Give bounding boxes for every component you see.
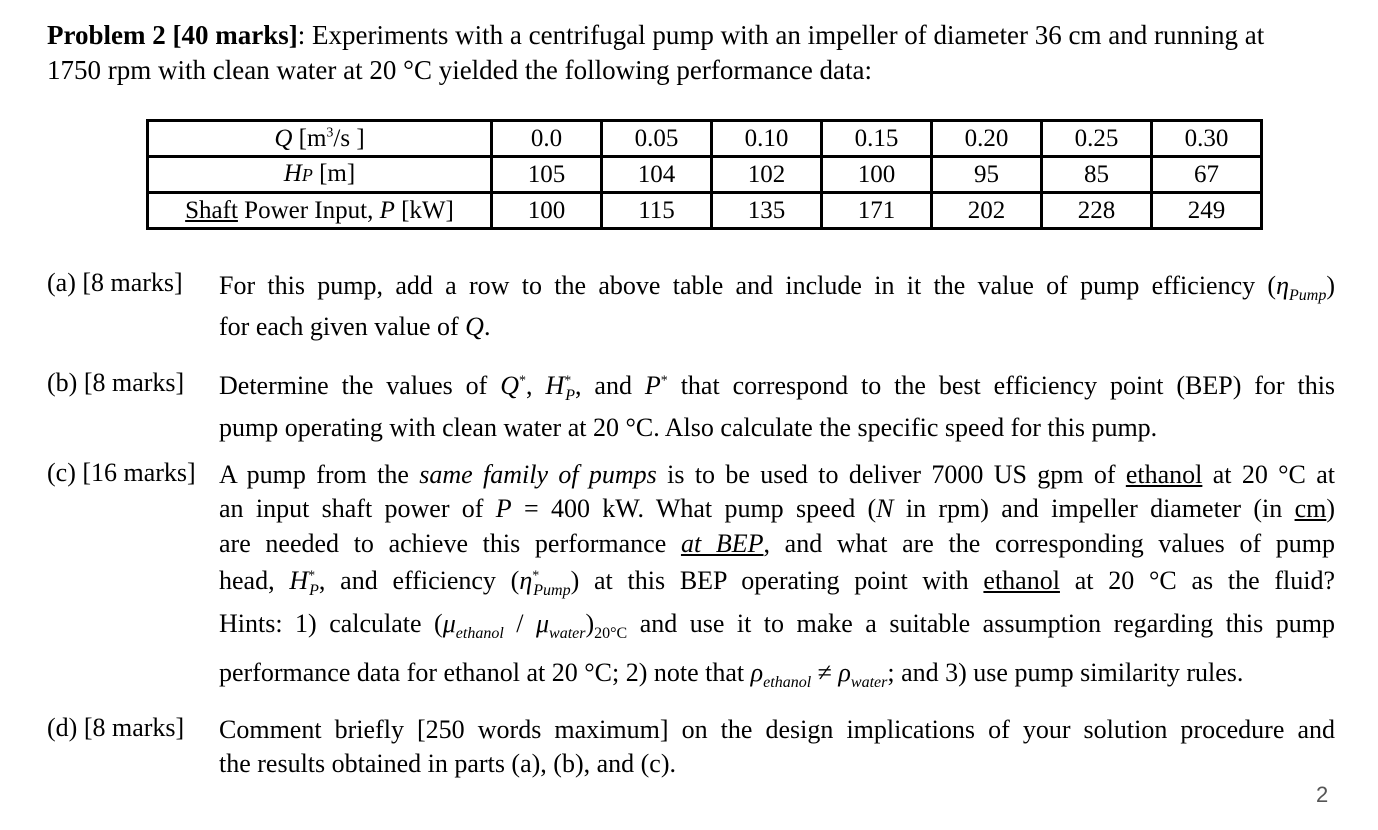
table-cell: 67: [1152, 157, 1262, 193]
performance-table: [146, 119, 1263, 230]
table-cell: 202: [932, 193, 1042, 229]
page-number: 2: [1316, 782, 1329, 807]
table-cell: 105: [492, 157, 602, 193]
table-cell: 85: [1042, 157, 1152, 193]
part-b-label: (b) [8 marks]: [47, 368, 185, 397]
table-cell: 0.25: [1042, 121, 1152, 157]
table-cell: 228: [1042, 193, 1152, 229]
problem-title: Problem 2 [40 marks]: [47, 20, 298, 50]
part-a-text: For this pump, add a row to the above table and include in it the value of pump efficiency $(\eta_{Pump})$ for each given value of Q.: [219, 271, 1335, 341]
table-cell: 0.05: [602, 121, 712, 157]
part-a-label: (a) [8 marks]: [47, 268, 183, 297]
part-b: [47, 368, 1335, 448]
table-cell: 171: [822, 193, 932, 229]
part-d: [47, 713, 1335, 783]
table-cell: 95: [932, 157, 1042, 193]
table-cell: 104: [602, 157, 712, 193]
row-header-q: Q [$m^3/s$ ]: [148, 121, 492, 157]
intro-line-1: : Experiments with a centrifugal pump with an impeller of diameter 36 cm and running at: [297, 20, 1265, 50]
problem-intro: [47, 18, 1337, 88]
part-c: [47, 458, 1335, 698]
part-a: [47, 268, 1335, 348]
part-c-label: (c) [16 marks]: [47, 458, 196, 487]
row-header-head: HP [m]: [148, 157, 492, 193]
table-row: [148, 121, 1262, 157]
table-cell: 100: [822, 157, 932, 193]
table-cell: 100: [492, 193, 602, 229]
table-cell: 0.30: [1152, 121, 1262, 157]
part-d-text: Comment briefly [250 words maximum] on the design implications of your solution procedure and the results obtained in parts (a), (b), and (c).: [219, 715, 1335, 778]
table-cell: 135: [712, 193, 822, 229]
table-row: [148, 193, 1262, 229]
part-d-label: (d) [8 marks]: [47, 713, 185, 742]
row-header-power: Shaft Power Input, P [kW]: [148, 193, 492, 229]
part-b-text: Determine the values of Q*, $H^*_P$, and P* that correspond to the best efficiency point (BEP) for this pump operating with clean water at 20 °C. Also calculate the specific speed for this pump.: [219, 371, 1336, 442]
table-cell: 0.10: [712, 121, 822, 157]
table-cell: 0.20: [932, 121, 1042, 157]
table-row: [148, 157, 1262, 193]
part-c-text: A pump from the same family of pumps is to be used to deliver 7000 US gpm of ethanol at 20 °C at an input shaft power of P = 400 kW. What pump speed (N in rpm) and impeller diameter (in cm) are needed to achieve this performance at BEP, and what are the corresponding values of pump head, $H^*_P$, and efficiency $(\eta^*_{Pump})$ at this BEP operating point with ethanol at 20 °C as the fluid? Hints: 1) calculate $(\mu_{ethanol} / \mu_{water})_{20^\circ C}$ and use it to make a suitable assumption regarding this pump performance data for ethanol at 20 °C; 2) note that $\rho_{ethanol} \ne \rho_{water}$; and 3) use pump similarity rules.: [219, 460, 1336, 692]
intro-line-2: 1750 rpm with clean water at 20 °C yielded the following performance data:: [47, 55, 873, 85]
table-cell: 102: [712, 157, 822, 193]
table-cell: 249: [1152, 193, 1262, 229]
table-cell: 0.0: [492, 121, 602, 157]
table-cell: 0.15: [822, 121, 932, 157]
table-cell: 115: [602, 193, 712, 229]
